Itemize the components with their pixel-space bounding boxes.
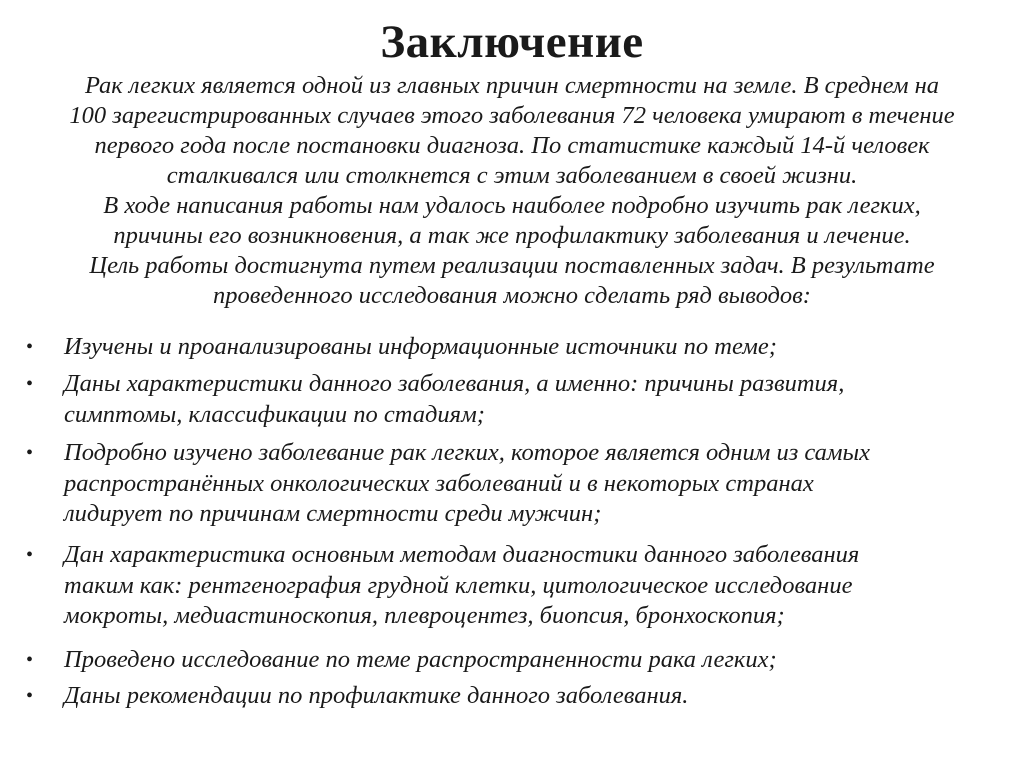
bullet-icon: •	[26, 685, 34, 707]
bullet-icon: •	[26, 442, 34, 464]
intro-line: Рак легких является одной из главных причин смертности на земле. В среднем на	[84, 72, 940, 99]
bullet-icon: •	[26, 373, 34, 395]
list-item-line: распространённых онкологических заболеваний и в некоторых странах	[64, 469, 814, 497]
intro-line: Цель работы достигнута путем реализации поставленных задач. В результате	[89, 252, 935, 279]
bullet-icon: •	[26, 336, 34, 358]
list-item-line: лидирует по причинам смертности среди мужчин;	[64, 500, 602, 527]
bullet-icon: •	[26, 649, 34, 671]
list-item	[0, 681, 1000, 712]
page-title: Заключение	[380, 16, 644, 68]
list-item	[0, 645, 1000, 676]
list-item	[0, 540, 1000, 632]
list-item-line: симптомы, классификации по стадиям;	[64, 400, 485, 428]
intro-line: В ходе написания работы нам удалось наиболее подробно изучить рак легких,	[103, 192, 921, 219]
list-item-line: Дан характеристика основным методам диагностики данного заболевания	[64, 541, 860, 568]
list-item-line: Подробно изучено заболевание рак легких, которое является одним из самых	[64, 439, 870, 466]
list-item-line: Проведено исследование по теме распространенности рака легких;	[64, 646, 777, 673]
list-item	[0, 332, 1000, 363]
intro-paragraph	[20, 71, 1004, 311]
intro-line: первого года после постановки диагноза. По статистике каждый 14-й человек	[94, 132, 930, 159]
intro-line: сталкивался или столкнется с этим заболеванием в своей жизни.	[166, 162, 858, 189]
bullet-icon: •	[26, 544, 34, 566]
list-item	[0, 369, 1000, 430]
intro-line: 100 зарегистрированных случаев этого заболевания 72 человека умирают в течение	[69, 102, 955, 129]
intro-line: проведенного исследования можно сделать ряд выводов:	[213, 282, 811, 309]
list-item-line: мокроты, медиастиноскопия, плевроцентез, биопсия, бронхоскопия;	[64, 602, 785, 629]
list-item	[0, 438, 1000, 530]
list-item-line: таким как: рентгенография грудной клетки, цитологическое исследование	[64, 571, 853, 599]
list-item-line: Даны рекомендации по профилактике данного заболевания.	[64, 682, 689, 709]
list-item-line: Даны характеристики данного заболевания, а именно: причины развития,	[64, 370, 845, 397]
intro-line: причины его возникновения, а так же профилактику заболевания и лечение.	[113, 222, 911, 249]
list-item-line: Изучены и проанализированы информационные источники по теме;	[64, 333, 777, 360]
